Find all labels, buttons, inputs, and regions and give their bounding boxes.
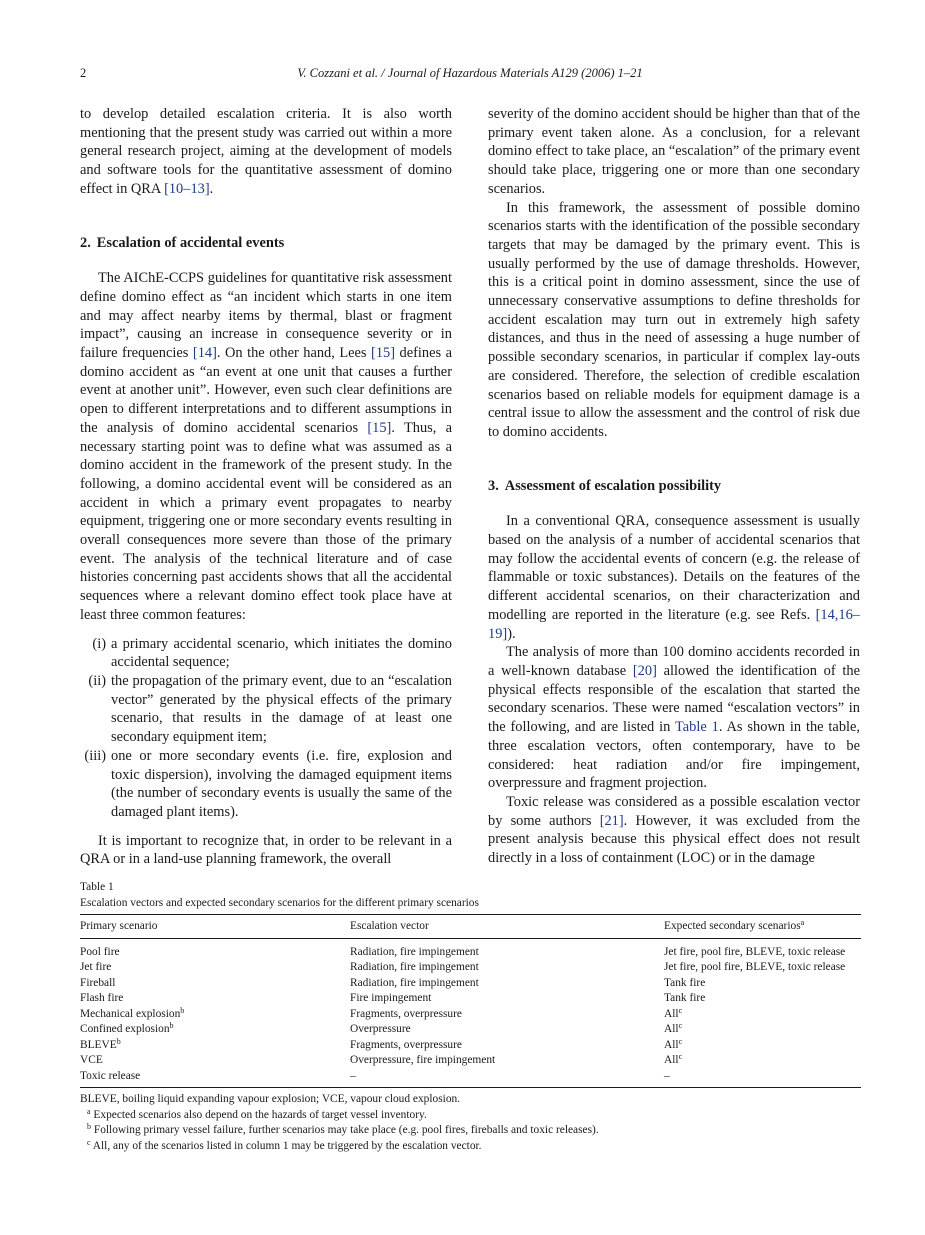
table-cell: Tank fire [664, 992, 706, 1004]
table-row [80, 1053, 861, 1069]
table-cell: Pool fire [80, 945, 120, 958]
footnote: $^a$ Expected scenarios also depend on the hazards of target vessel inventory. [87, 1106, 427, 1121]
feature-list [80, 635, 452, 822]
column-header: Expected secondary scenarios$^a$ [664, 918, 805, 932]
table-caption: Escalation vectors and expected secondary scenarios for the different primary scenarios [80, 896, 479, 909]
page-number: 2 [80, 66, 87, 80]
paragraph-escalation-vectors: The analysis of more than 100 domino accidents recorded in a well-known database [20] allowed the identification of the physical effects responsible of the escalation that started the secondary scenarios. These were named “escalation vectors” in the following, and are listed in Table 1. As shown in the table, three escalation vectors, often contemporary, have to be considered: heat radiation and/or fire impingement, overpressure and fragment projection. [488, 644, 860, 792]
table-cell: All$^c$ [664, 1052, 683, 1066]
table-cell: Overpressure [350, 1023, 411, 1035]
table-cell: – [350, 1069, 356, 1082]
table-cell: Jet fire [80, 961, 112, 973]
footnote: $^c$ All, any of the scenarios listed in column 1 may be triggered by the escalation vector. [87, 1137, 482, 1152]
page-header [80, 66, 860, 86]
table-cell: Toxic release [80, 1069, 141, 1082]
table-cell: VCE [80, 1054, 103, 1066]
citation-link[interactable]: [15] [367, 419, 392, 436]
section-heading-2: 2. Escalation of accidental events [80, 234, 285, 251]
table-cell: Radiation, fire impingement [350, 961, 479, 973]
table-cell: Fragments, overpressure [350, 1007, 462, 1020]
paragraph-relevance: It is important to recognize that, in order to be relevant in a QRA or in a land-use planning framework, the overall [80, 832, 452, 868]
list-item: (i) a primary accidental scenario, which initiates the domino accidental sequence; [92, 635, 452, 671]
table-cell: Confined explosion$^b$ [80, 1021, 174, 1035]
table-cell: – [664, 1069, 670, 1082]
table-notes [80, 1092, 861, 1154]
abbreviation-note: BLEVE, boiling liquid expanding vapour explosion; VCE, vapour cloud explosion. [80, 1093, 461, 1105]
citation-link[interactable]: [21] [599, 812, 624, 829]
running-title: V. Cozzani et al. / Journal of Hazardous Materials A129 (2006) 1–21 [297, 66, 643, 80]
left-column [80, 105, 452, 869]
table-row [80, 991, 861, 1007]
table-cell: All$^c$ [664, 1005, 683, 1020]
table-cell: Mechanical explosion$^b$ [80, 1005, 185, 1020]
list-item: (ii) the propagation of the primary event, due to an “escalation vector” generated by the physical effects of the primary scenario, that results in the damage of at least one secondary equipment item; [88, 672, 452, 746]
table-row [80, 1038, 861, 1054]
table-cell: Overpressure, fire impingement [350, 1054, 496, 1066]
table-cell: Fire impingement [350, 992, 432, 1004]
table-cell: Jet fire, pool fire, BLEVE, toxic release [664, 961, 846, 973]
table-row [80, 938, 861, 960]
table-cell: Flash fire [80, 992, 124, 1004]
citation-link[interactable]: [20] [632, 662, 657, 679]
column-header: Primary scenario [80, 920, 158, 932]
table-cell: All$^c$ [664, 1036, 683, 1051]
right-column [488, 105, 860, 868]
citation-link[interactable]: [15] [371, 345, 396, 362]
section-heading-3: 3. Assessment of escalation possibility [488, 477, 722, 494]
paragraph-framework: In this framework, the assessment of possible domino scenarios starts with the identification of the possible secondary targets that may be damaged by the primary event. This is usually performed by the use of damage thresholds. However, this is a critical point in domino assessment, since the use of unnecessary conservative assumptions to define thresholds for accident escalation may turn out in extremely high safety distances, and thus in the need of assessing a huge number of possible secondary scenarios, in particular if complex lay-outs are considered. Therefore, the selection of credible escalation scenarios based on reliable models for equipment damage is a central issue to allow the assessment and the control of risk due to domino accidents. [488, 199, 860, 440]
citation-link[interactable]: [14] [192, 345, 217, 362]
table-row [80, 1022, 861, 1038]
table-cell: Radiation, fire impingement [350, 945, 479, 958]
table-cell: Fireball [80, 976, 116, 989]
table-link[interactable]: Table 1 [674, 719, 719, 736]
table-cell: All$^c$ [664, 1021, 683, 1035]
paragraph-domino-definition: The AIChE-CCPS guidelines for quantitative risk assessment define domino effect as “an incident which starts in one item and may affect nearby items by thermal, blast or fragment impact”, causing an increase in consequence severity or in failure frequencies [14]. On the other hand, Lees [15] defines a domino accident as “an event at one unit that causes a further event at another unit”. However, even such clear definitions are open to different interpretations and to different assumptions in the analysis of domino accidental scenarios [15]. Thus, a necessary starting point was to define what was assumed as a domino accident in the framework of the present study. In the following, a domino accidental event will be considered as an accident in which a primary event propagates to nearby equipment, triggering one or more secondary events resulting in overall consequences more severe than those of the primary event. The analysis of the technical literature and of case histories concerning past accidents shows that all the accidental sequences where a relevant domino effect took place have at least three common features: [80, 270, 452, 623]
footnote: $^b$ Following primary vessel failure, further scenarios may take place (e.g. pool fires, fireballs and toxic releases). [87, 1122, 599, 1136]
list-item: (iii) one or more secondary events (i.e. fire, explosion and toxic dispersion), involving the damaged equipment items (the number of secondary events is usually the same of the damaged plant items). [84, 747, 452, 820]
citation-link[interactable]: [10–13] [164, 180, 210, 197]
paragraph-toxic-release: Toxic release was considered as a possible escalation vector by some authors [21]. However, it was excluded from the present analysis because this physical effect does not result directly in a loss of containment (LOC) or in the damage [488, 793, 860, 867]
paragraph-qra: In a conventional QRA, consequence assessment is usually based on the analysis of a number of accidental scenarios that may follow the accidental events of concern (e.g. the release of flammable or toxic substances). Details on the features of the different accidental scenarios, on their characterization and modelling are reported in the literature (e.g. see Refs. [14,16–19]). [488, 513, 860, 642]
citation-link[interactable]: [14,16–19] [488, 606, 860, 642]
table-row [80, 960, 861, 976]
table-row [80, 976, 861, 992]
table-cell: Fragments, overpressure [350, 1038, 462, 1051]
escalation-table [80, 914, 861, 1088]
table-header-row [80, 915, 861, 939]
table-1 [80, 880, 861, 1154]
table-row [80, 1069, 861, 1088]
table-cell: BLEVE$^b$ [80, 1036, 121, 1051]
table-label: Table 1 [80, 881, 114, 893]
column-header: Escalation vector [350, 920, 429, 932]
paragraph-severity: severity of the domino accident should be higher than that of the primary event taken alone. As a conclusion, for a relevant domino effect to take place, an “escalation” of the primary event should take place, triggering one or more than one secondary scenarios. [488, 106, 860, 197]
table-cell: Tank fire [664, 976, 706, 989]
table-cell: Radiation, fire impingement [350, 976, 479, 989]
table-cell: Jet fire, pool fire, BLEVE, toxic release [664, 945, 846, 958]
table-row [80, 1007, 861, 1023]
paragraph-intro-end: to develop detailed escalation criteria. It is also worth mentioning that the present study was carried out within a more general research project, aiming at the development of models and software tools for the quantitative assessment of domino effect in QRA [10–13]. [80, 106, 452, 197]
